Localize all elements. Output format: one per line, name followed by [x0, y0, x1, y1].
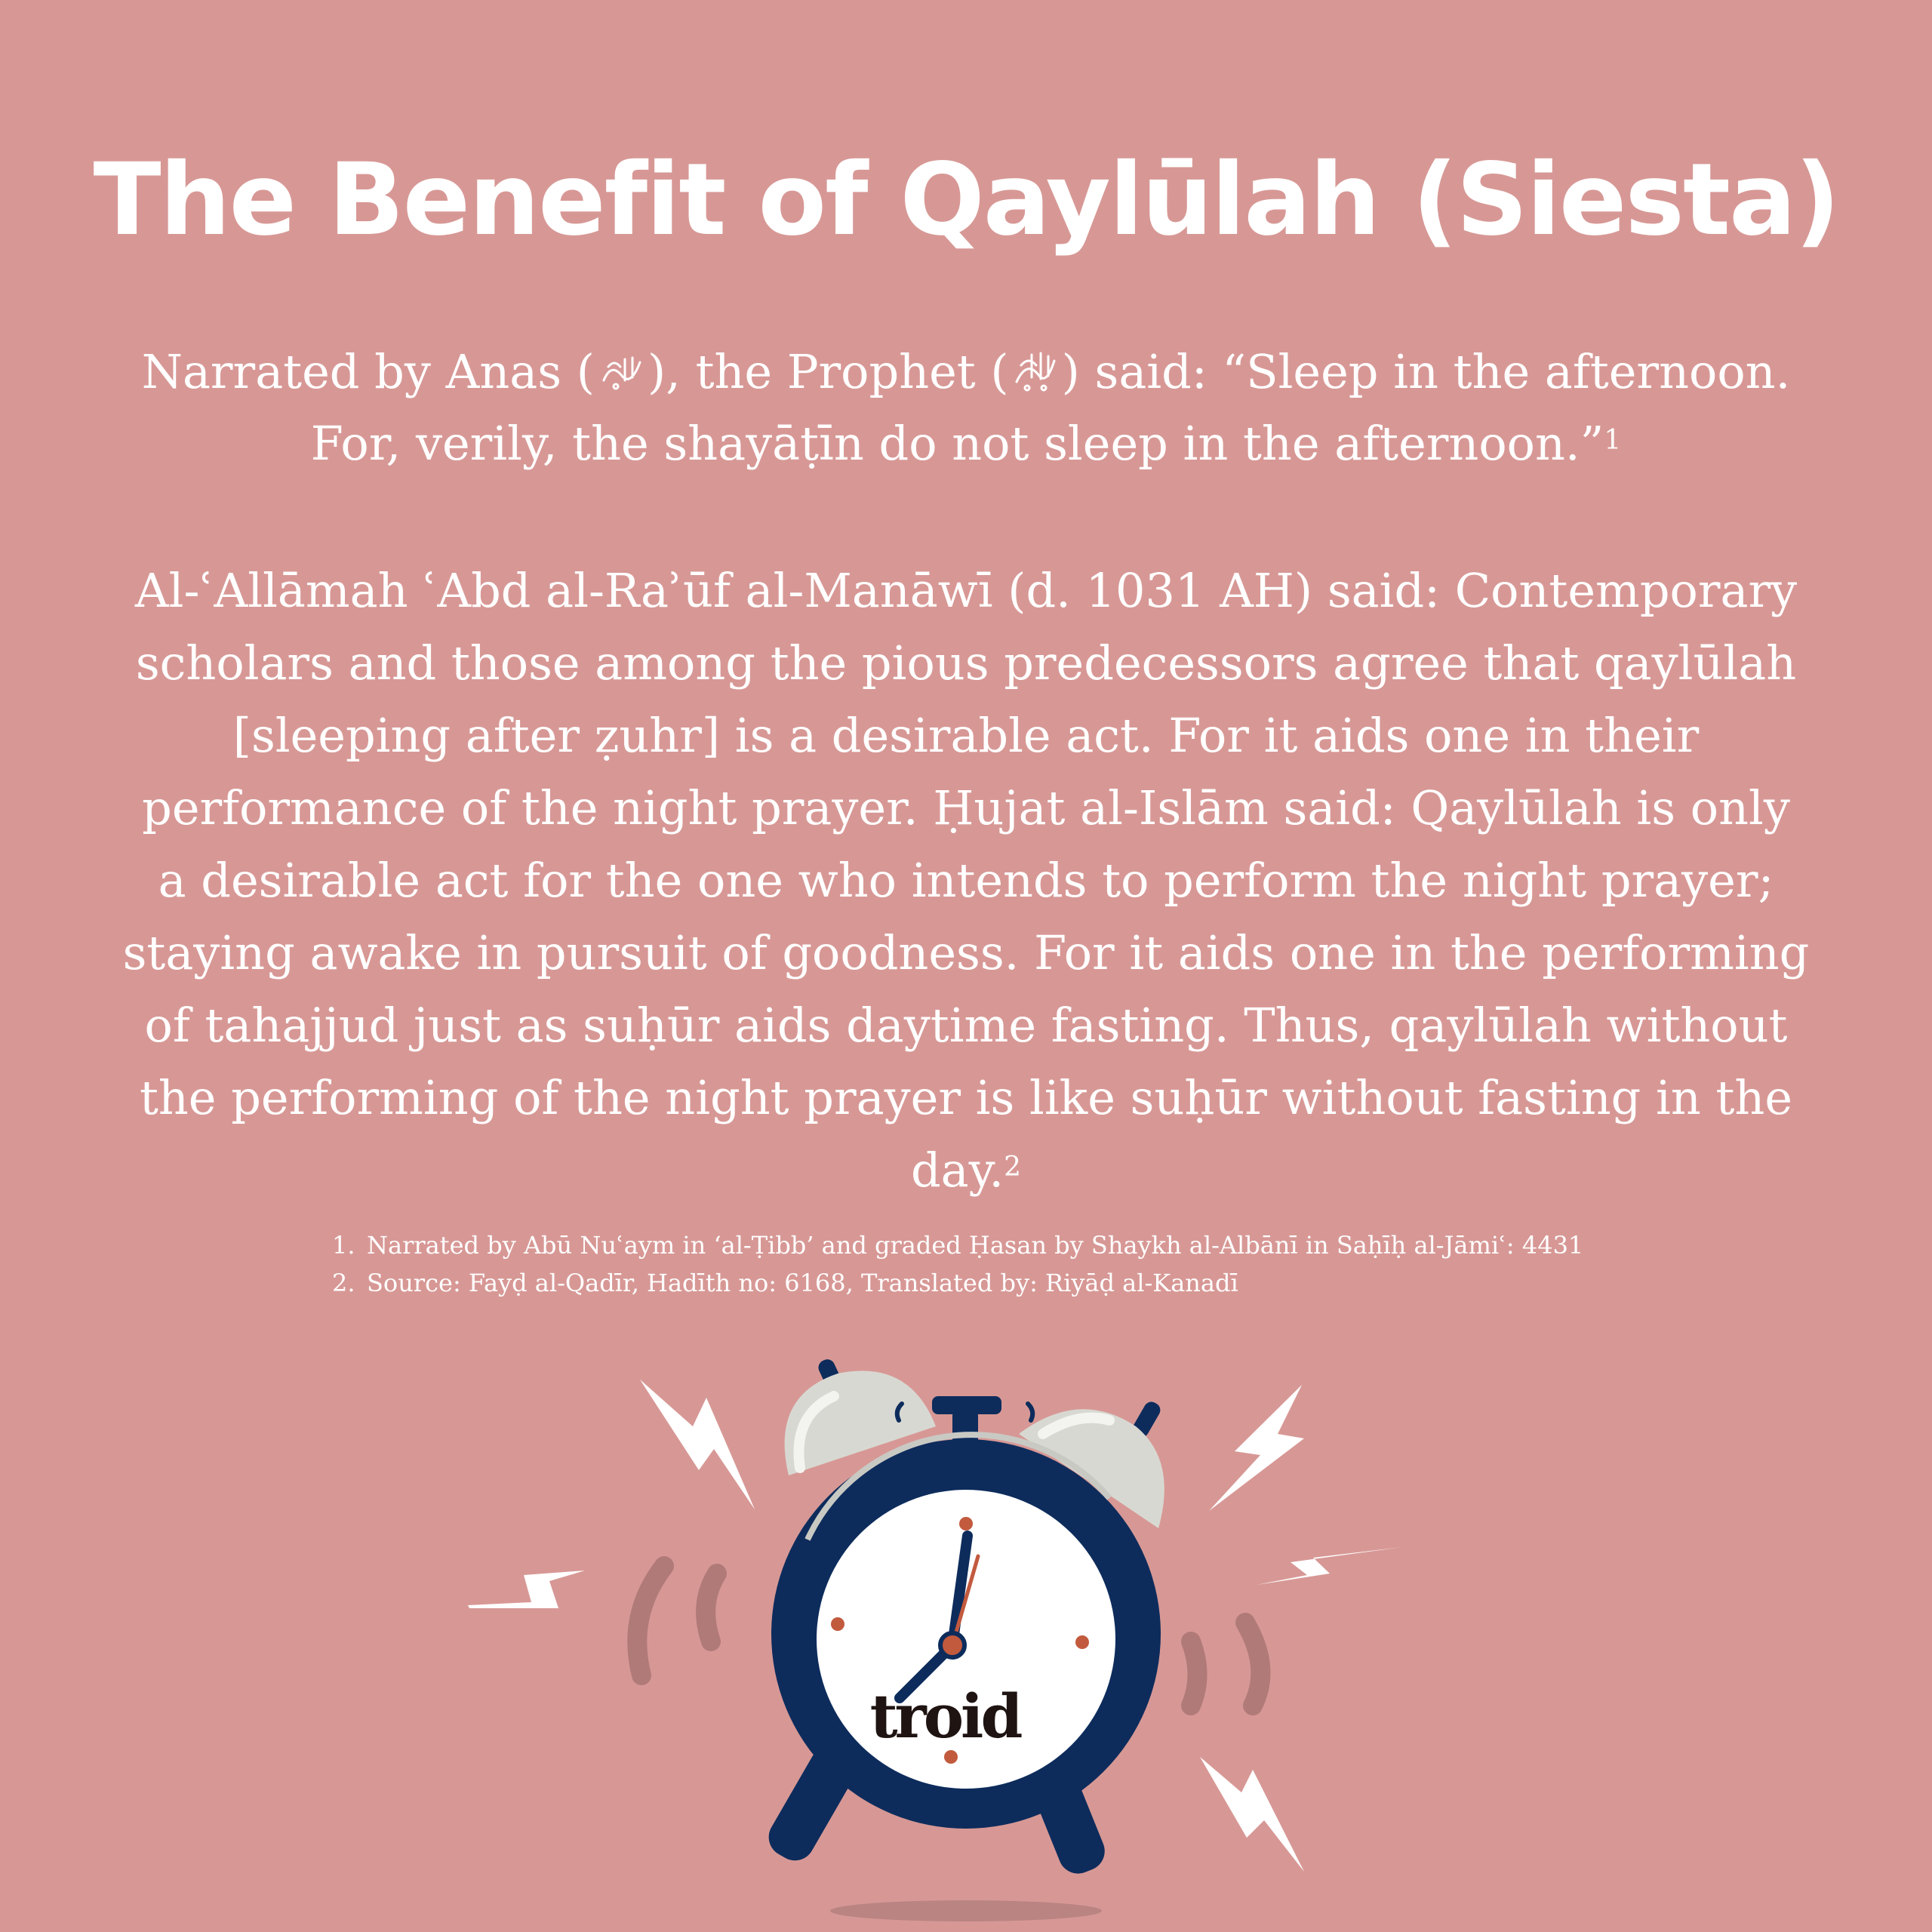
footnote-item [332, 1264, 1690, 1302]
alarm-clock-illustration [453, 1343, 1479, 1932]
hadith-mid: ), the Prophet ( [647, 344, 1009, 399]
page-title: The Benefit of Qaylūlah (Siesta) [93, 142, 1839, 258]
hadith-prefix: Narrated by Anas ( [141, 344, 595, 399]
footnote-mark-2: 2 [1004, 1152, 1022, 1183]
commentary-paragraph [121, 555, 1811, 1207]
commentary-text: Al-ʿAllāmah ʿAbd al-Raʾūf al-Manāwī (d. 1031 AH) said: Contemporary scholars and those among the pious predecessors agree that qaylūlah [sleeping after ẓuhr] is a desirable act. For it aids one in their performance of the night prayer. Ḥujat al-Islām said: Qaylūlah is only a desirable act for the one who intends to perform the night prayer; staying awake in pursuit of goodness. For it aids one in the performing of tahajjud just as suḥūr aids daytime fasting. Thus, qaylūlah without the performing of the night prayer is like suḥūr without fasting in the day. [122, 563, 1810, 1198]
footnote-text: Source: Fayḍ al-Qadīr, Hadīth no: 6168, Translated by: Riyāḍ al-Kanadī [367, 1269, 1238, 1297]
troid-logo: troid [869, 1681, 1020, 1752]
honorific-calligraphy-icon [595, 344, 648, 397]
clock-center-pin [940, 1633, 964, 1657]
hadith-suffix: ) said: “Sleep in the afternoon. For, verily, the shayāṭīn do not sleep in the afternoon.” [310, 344, 1791, 471]
footnote-text: Narrated by Abū Nuʿaym in ‘al-Ṭibb’ and graded Ḥasan by Shaykh al-Albānī in Saḥīḥ al-Jāmiʿ: 4431 [367, 1231, 1584, 1260]
footnote-number: 2. [332, 1269, 355, 1297]
clock-shadow [830, 1900, 1102, 1921]
salutation-calligraphy-icon [1009, 344, 1062, 397]
hadith-paragraph [121, 336, 1811, 479]
footnote-number: 1. [332, 1231, 355, 1260]
footnote-item [332, 1226, 1690, 1264]
footnotes-list [332, 1226, 1690, 1302]
footnote-mark-1: 1 [1604, 425, 1622, 456]
